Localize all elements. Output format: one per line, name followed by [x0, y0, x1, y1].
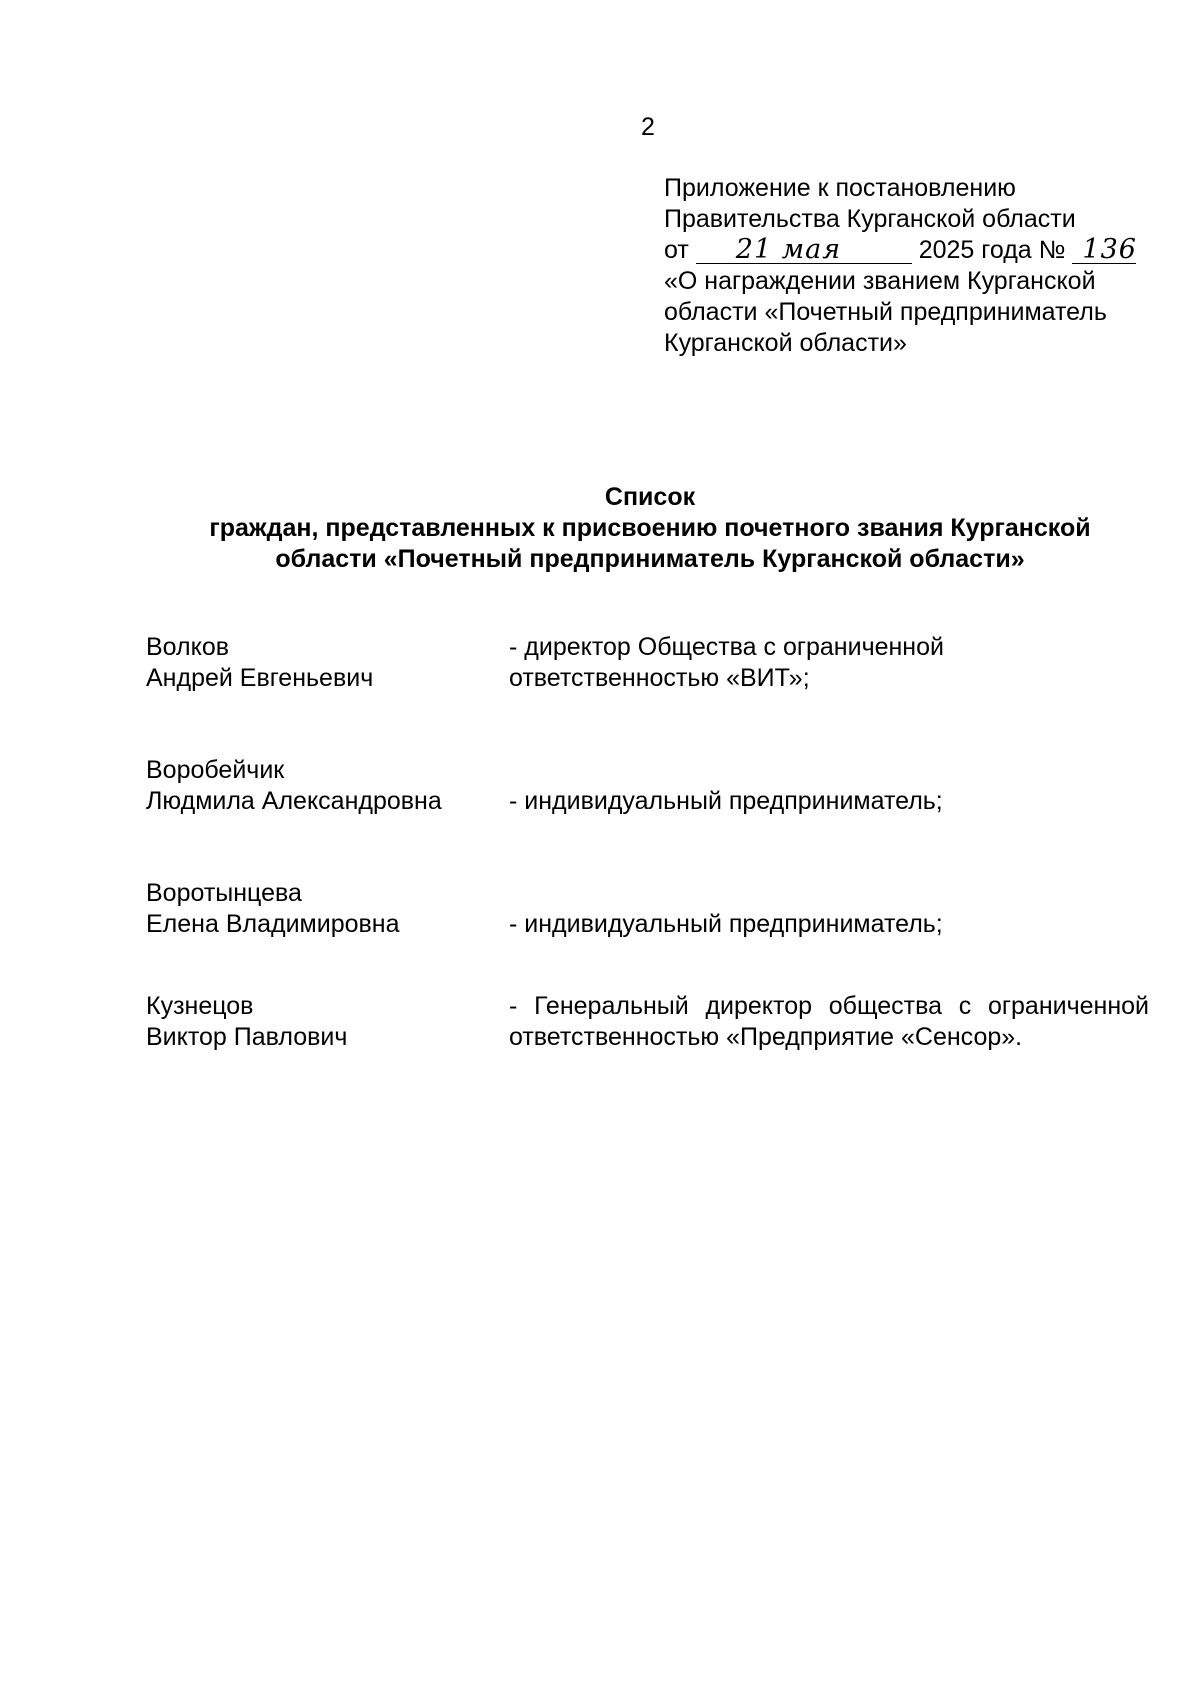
surname: Волков	[146, 633, 230, 661]
appendix-line-1: Приложение к постановлению	[664, 174, 1016, 202]
surname: Воробейчик	[146, 756, 285, 784]
date-prefix: от	[664, 236, 689, 264]
page-number: 2	[641, 113, 655, 141]
description-line-2: - индивидуальный предприниматель;	[509, 910, 943, 938]
given-names: Людмила Александровна	[146, 787, 442, 815]
description-line-2: ответственностью «Предприятие «Сенсор».	[509, 1023, 1023, 1051]
person-name	[146, 878, 486, 940]
given-names: Андрей Евгеньевич	[146, 664, 374, 692]
description-line-1	[509, 755, 1149, 786]
description-line-2: ответственностью «ВИТ»;	[509, 664, 810, 692]
handwritten-number: 136	[1072, 237, 1136, 264]
appendix-line-5: области «Почетный предприниматель	[664, 298, 1107, 326]
person-description	[509, 632, 1149, 694]
person-description	[509, 755, 1149, 817]
title-line-3: области «Почетный предприниматель Курганской области»	[275, 545, 1025, 573]
given-names: Елена Владимировна	[146, 910, 400, 938]
person-name	[146, 755, 486, 817]
given-names: Виктор Павлович	[146, 1023, 348, 1051]
description-line-1	[509, 878, 1149, 909]
title-line-2: граждан, представленных к присвоению почетного звания Курганской	[209, 514, 1091, 542]
description-line-1: - Генеральный директор общества с ограниченной	[509, 992, 1149, 1020]
date-suffix: 2025 года №	[918, 236, 1066, 264]
appendix-header	[664, 173, 1184, 359]
appendix-line-2: Правительства Курганской области	[664, 205, 1076, 233]
description-line-1: - директор Общества с ограниченной	[509, 633, 944, 661]
description-line-2: - индивидуальный предприниматель;	[509, 787, 943, 815]
appendix-date-line	[664, 235, 1184, 266]
surname: Воротынцева	[146, 879, 302, 907]
person-name	[146, 991, 486, 1053]
title-line-1: Список	[604, 483, 696, 511]
appendix-line-4: «О награждении званием Курганской	[664, 267, 1096, 295]
appendix-line-6: Курганской области»	[664, 329, 907, 357]
person-name	[146, 632, 486, 694]
document-title	[100, 482, 1200, 575]
surname: Кузнецов	[146, 992, 254, 1020]
handwritten-date: 21 мая	[696, 237, 912, 264]
person-description	[509, 878, 1149, 940]
person-description	[509, 991, 1149, 1053]
